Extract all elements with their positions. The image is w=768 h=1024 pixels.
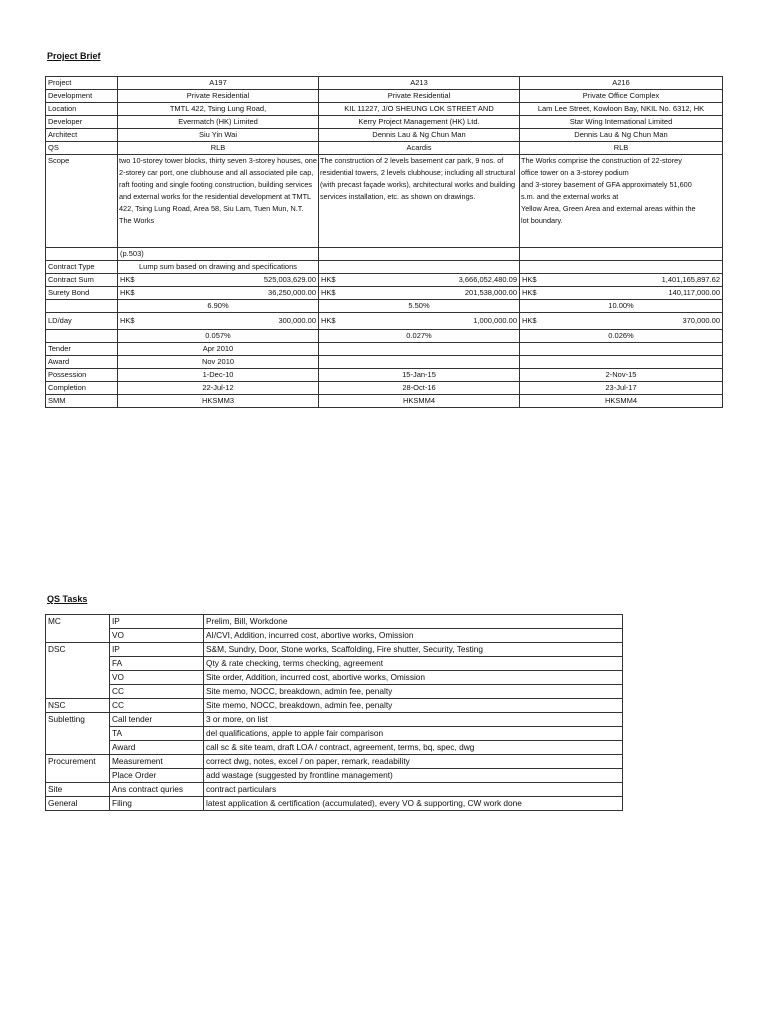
currency-label: HK$: [321, 275, 336, 284]
task-subcategory: CC: [110, 699, 204, 713]
row-surety-pct: [46, 300, 723, 313]
row-architect: [46, 129, 723, 142]
task-description: del qualifications, apple to apple fair comparison: [204, 727, 623, 741]
a197-surety-bond: [118, 287, 319, 300]
task-description: AI/CVI, Addition, incurred cost, abortive works, Omission: [204, 629, 623, 643]
label-tender: Tender: [46, 343, 118, 356]
a197-developer: Evermatch (HK) Limited: [118, 116, 319, 129]
a213-ld-value: 1,000,000.00: [473, 316, 517, 325]
task-row: [46, 783, 623, 797]
a216-ld-pct: 0.026%: [520, 330, 723, 343]
label-ld: LD/day: [46, 313, 118, 330]
row-tender: [46, 343, 723, 356]
a216-ld-value: 370,000.00: [682, 316, 720, 325]
a216-architect: Dennis Lau & Ng Chun Man: [520, 129, 723, 142]
task-description: add wastage (suggested by frontline management): [204, 769, 623, 783]
task-category: [46, 727, 110, 741]
qs-tasks-title: QS Tasks: [47, 594, 88, 604]
a216-developer: Star Wing International Limited: [520, 116, 723, 129]
a216-surety-pct: 10.00%: [520, 300, 723, 313]
task-row: [46, 643, 623, 657]
a213-possession: 15-Jan-15: [319, 369, 520, 382]
task-description: S&M, Sundry, Door, Stone works, Scaffolding, Fire shutter, Security, Testing: [204, 643, 623, 657]
a197-award: Nov 2010: [118, 356, 319, 369]
label-award: Award: [46, 356, 118, 369]
a197-location: TMTL 422, Tsing Lung Road,: [118, 103, 319, 116]
label-blank: [46, 330, 118, 343]
a213-project: A213: [319, 77, 520, 90]
currency-label: HK$: [522, 275, 537, 284]
label-surety-bond: Surety Bond: [46, 287, 118, 300]
task-category: NSC: [46, 699, 110, 713]
row-possession: [46, 369, 723, 382]
row-qs: [46, 142, 723, 155]
task-category: Procurement: [46, 755, 110, 769]
currency-label: HK$: [522, 288, 537, 297]
a216-blank: [520, 261, 723, 274]
a216-surety-bond-value: 140,117,000.00: [668, 288, 720, 297]
currency-label: HK$: [321, 288, 336, 297]
currency-label: HK$: [120, 316, 135, 325]
task-category: DSC: [46, 643, 110, 657]
task-subcategory: Measurement: [110, 755, 204, 769]
a213-blank: [319, 261, 520, 274]
a216-scope-line: Yellow Area, Green Area and external areas within the: [521, 204, 696, 213]
a197-scope: two 10-storey tower blocks, thirty seven 3-storey houses, one 2-storey car port, one clubhouse and all associated pile cap, raft footing and single footing construction, building services and external works for the residential development at TMTL 422, Tsing Lung Road, Area 58, Siu Lam, Tuen Mun, N.T. The Works: [118, 155, 319, 248]
qs-tasks-table: [45, 614, 623, 811]
a216-scope: [520, 155, 723, 248]
a216-development: Private Office Complex: [520, 90, 723, 103]
task-subcategory: TA: [110, 727, 204, 741]
task-description: latest application & certification (accumulated), every VO & supporting, CW work done: [204, 797, 623, 811]
task-category: [46, 685, 110, 699]
currency-label: HK$: [120, 288, 135, 297]
a216-ld: [520, 313, 723, 330]
label-qs: QS: [46, 142, 118, 155]
task-description: Qty & rate checking, terms checking, agreement: [204, 657, 623, 671]
task-row: [46, 727, 623, 741]
task-row: [46, 797, 623, 811]
row-award: [46, 356, 723, 369]
a197-ld-pct: 0.057%: [118, 330, 319, 343]
row-scope: [46, 155, 723, 248]
label-possession: Possession: [46, 369, 118, 382]
row-completion: [46, 382, 723, 395]
a216-scope-line: and 3-storey basement of GFA approximately 51,600: [521, 180, 692, 189]
row-contract-type: [46, 261, 723, 274]
label-contract-type: Contract Type: [46, 261, 118, 274]
label-scope: Scope: [46, 155, 118, 248]
task-subcategory: IP: [110, 643, 204, 657]
a216-contract-sum-value: 1,401,165,897.62: [661, 275, 720, 284]
a213-location: KIL 11227, J/O SHEUNG LOK STREET AND: [319, 103, 520, 116]
task-category: Subletting: [46, 713, 110, 727]
a197-contract-sum-value: 525,003,629.00: [263, 275, 316, 284]
a197-development: Private Residential: [118, 90, 319, 103]
a216-scope-line: office tower on a 3-storey podium: [521, 168, 629, 177]
task-row: [46, 755, 623, 769]
a216-location: Lam Lee Street, Kowloon Bay, NKIL No. 6312, HK: [520, 103, 723, 116]
a216-blank: [520, 343, 723, 356]
task-subcategory: CC: [110, 685, 204, 699]
task-description: Site order, Addition, incurred cost, abortive works, Omission: [204, 671, 623, 685]
currency-label: HK$: [120, 275, 135, 284]
task-row: [46, 671, 623, 685]
task-subcategory: Filing: [110, 797, 204, 811]
a216-scope-line: s.m. and the external works at: [521, 192, 619, 201]
task-subcategory: FA: [110, 657, 204, 671]
task-subcategory: Award: [110, 741, 204, 755]
task-row: [46, 769, 623, 783]
a213-surety-pct: 5.50%: [319, 300, 520, 313]
a213-blank: [319, 343, 520, 356]
row-ld-pct: [46, 330, 723, 343]
a213-developer: Kerry Project Management (HK) Ltd.: [319, 116, 520, 129]
a216-qs: RLB: [520, 142, 723, 155]
a213-development: Private Residential: [319, 90, 520, 103]
a213-ld-pct: 0.027%: [319, 330, 520, 343]
a216-completion: 23-Jul-17: [520, 382, 723, 395]
a197-architect: Siu Yin Wai: [118, 129, 319, 142]
task-subcategory: Place Order: [110, 769, 204, 783]
row-location: [46, 103, 723, 116]
a216-blank: [520, 248, 723, 261]
a213-contract-sum-value: 3,666,052,480.09: [458, 275, 517, 284]
row-project: [46, 77, 723, 90]
a216-project: A216: [520, 77, 723, 90]
label-architect: Architect: [46, 129, 118, 142]
row-scope-note: [46, 248, 723, 261]
task-category: MC: [46, 615, 110, 629]
a213-contract-sum: [319, 274, 520, 287]
a197-project: A197: [118, 77, 319, 90]
label-blank: [46, 300, 118, 313]
task-subcategory: VO: [110, 671, 204, 685]
task-category: [46, 769, 110, 783]
currency-label: HK$: [321, 316, 336, 325]
a213-ld: [319, 313, 520, 330]
a197-ld-value: 300,000.00: [278, 316, 316, 325]
task-category: General: [46, 797, 110, 811]
task-description: 3 or more, on list: [204, 713, 623, 727]
task-description: contract particulars: [204, 783, 623, 797]
a197-scope-note: (p.503): [118, 248, 319, 261]
a197-completion: 22-Jul-12: [118, 382, 319, 395]
task-row: [46, 741, 623, 755]
task-description: call sc & site team, draft LOA / contract, agreement, terms, bq, spec, dwg: [204, 741, 623, 755]
a197-possession: 1-Dec-10: [118, 369, 319, 382]
a197-smm: HKSMM3: [118, 395, 319, 408]
a216-surety-bond: [520, 287, 723, 300]
a197-surety-bond-value: 36,250,000.00: [268, 288, 316, 297]
a216-possession: 2-Nov-15: [520, 369, 723, 382]
a216-blank: [520, 356, 723, 369]
task-description: Prelim, Bill, Workdone: [204, 615, 623, 629]
label-blank: [46, 248, 118, 261]
a216-scope-line: lot boundary.: [521, 216, 563, 225]
row-smm: [46, 395, 723, 408]
label-project: Project: [46, 77, 118, 90]
task-category: [46, 657, 110, 671]
task-subcategory: Ans contract quries: [110, 783, 204, 797]
task-category: Site: [46, 783, 110, 797]
task-category: [46, 741, 110, 755]
a213-completion: 28-Oct-16: [319, 382, 520, 395]
task-description: correct dwg, notes, excel / on paper, remark, readability: [204, 755, 623, 769]
a213-blank: [319, 248, 520, 261]
a213-scope: The construction of 2 levels basement car park, 9 nos. of residential towers, 2 levels clubhouse; including all structural (with precast façade works), architectural works and building services installation, etc. as shown on drawings.: [319, 155, 520, 248]
task-subcategory: IP: [110, 615, 204, 629]
task-category: [46, 629, 110, 643]
a213-smm: HKSMM4: [319, 395, 520, 408]
a213-architect: Dennis Lau & Ng Chun Man: [319, 129, 520, 142]
label-location: Location: [46, 103, 118, 116]
row-developer: [46, 116, 723, 129]
project-brief-table: [45, 76, 723, 408]
row-ld: [46, 313, 723, 330]
a197-surety-pct: 6.90%: [118, 300, 319, 313]
a213-blank: [319, 356, 520, 369]
row-surety-bond: [46, 287, 723, 300]
task-row: [46, 615, 623, 629]
task-row: [46, 629, 623, 643]
a197-contract-sum: [118, 274, 319, 287]
task-row: [46, 713, 623, 727]
task-subcategory: VO: [110, 629, 204, 643]
a216-contract-sum: [520, 274, 723, 287]
a213-qs: Acardis: [319, 142, 520, 155]
task-category: [46, 671, 110, 685]
label-development: Development: [46, 90, 118, 103]
task-description: Site memo, NOCC, breakdown, admin fee, penalty: [204, 699, 623, 713]
row-contract-sum: [46, 274, 723, 287]
task-description: Site memo, NOCC, breakdown, admin fee, penalty: [204, 685, 623, 699]
label-contract-sum: Contract Sum: [46, 274, 118, 287]
a197-qs: RLB: [118, 142, 319, 155]
a197-ld: [118, 313, 319, 330]
task-row: [46, 657, 623, 671]
label-completion: Completion: [46, 382, 118, 395]
task-row: [46, 699, 623, 713]
label-smm: SMM: [46, 395, 118, 408]
row-development: [46, 90, 723, 103]
a213-surety-bond-value: 201,538,000.00: [464, 288, 517, 297]
a197-tender: Apr 2010: [118, 343, 319, 356]
project-brief-title: Project Brief: [47, 51, 101, 61]
a216-smm: HKSMM4: [520, 395, 723, 408]
task-subcategory: Call tender: [110, 713, 204, 727]
currency-label: HK$: [522, 316, 537, 325]
a197-contract-type: Lump sum based on drawing and specifications: [118, 261, 319, 274]
label-developer: Developer: [46, 116, 118, 129]
a213-surety-bond: [319, 287, 520, 300]
task-row: [46, 685, 623, 699]
a216-scope-line: The Works comprise the construction of 22-storey: [521, 156, 682, 165]
